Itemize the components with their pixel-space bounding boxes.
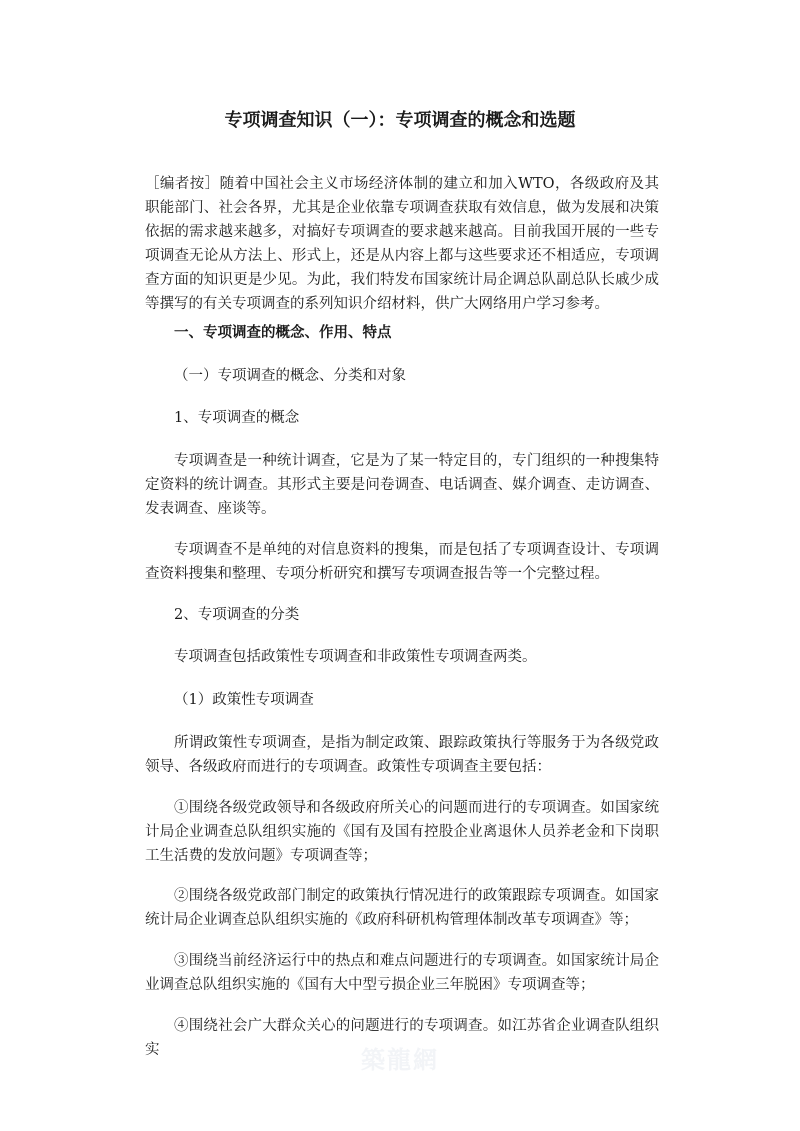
watermark: 築龍網 bbox=[361, 1046, 439, 1074]
paragraph-3: 专项调查包括政策性专项调查和非政策性专项调查两类。 bbox=[174, 649, 537, 665]
item-heading-2: 2、专项调查的分类 bbox=[174, 607, 300, 623]
paragraph-4: 所谓政策性专项调查，是指为制定政策、跟踪政策执行等服务于为各级党政领导、各级政府而进行的专项调查。政策性专项调查主要包括： bbox=[145, 735, 659, 775]
item-heading-1: 1、专项调查的概念 bbox=[174, 410, 300, 426]
editor-note: ［编者按］随着中国社会主义市场经济体制的建立和加入WTO，各级政府及其职能部门、社会各界，尤其是企业依靠专项调查获取有效信息，做为发展和决策依据的需求越来越多，对搞好专项调查的要求越来越高。目前我国开展的一些专项调查无论从方法上、形式上，还是从内容上都与这些要求还不相适应，专项调查方面的知识更是少见。为此，我们特发布国家统计局企调总队副总队长戚少成等撰写的有关专项调查的系列知识介绍材料，供广大网络用户学习参考。 bbox=[145, 176, 659, 312]
subsection-heading-1: （一）专项调查的概念、分类和对象 bbox=[174, 368, 406, 384]
document-title: 专项调查知识（一）：专项调查的概念和选题 bbox=[224, 110, 576, 131]
list-item-3: ③围绕当前经济运行中的热点和难点问题进行的专项调查。如国家统计局企业调查总队组织实施的《国有大中型亏损企业三年脱困》专项调查等； bbox=[145, 953, 659, 993]
section-heading-1: 一、专项调查的概念、作用、特点 bbox=[174, 325, 392, 341]
paragraph-2: 专项调查不是单纯的对信息资料的搜集，而是包括了专项调查设计、专项调查资料搜集和整理、专项分析研究和撰写专项调查报告等一个完整过程。 bbox=[145, 542, 659, 582]
paragraph-1: 专项调查是一种统计调查，它是为了某一特定目的，专门组织的一种搜集特定资料的统计调查。其形式主要是问卷调查、电话调查、媒介调查、走访调查、发表调查、座谈等。 bbox=[145, 453, 659, 517]
list-item-2: ②围绕各级党政部门制定的政策执行情况进行的政策跟踪专项调查。如国家统计局企业调查总队组织实施的《政府科研机构管理体制改革专项调查》等； bbox=[145, 888, 659, 928]
list-item-1: ①围绕各级党政领导和各级政府所关心的问题而进行的专项调查。如国家统计局企业调查总队组织实施的《国有及国有控股企业离退休人员养老金和下岗职工生活费的发放问题》专项调查等； bbox=[145, 800, 659, 864]
item-heading-3: （1）政策性专项调查 bbox=[174, 692, 314, 708]
list-item-4: ④围绕社会广大群众关心的问题进行的专项调查。如江苏省企业调查队组织实 bbox=[145, 1018, 659, 1058]
